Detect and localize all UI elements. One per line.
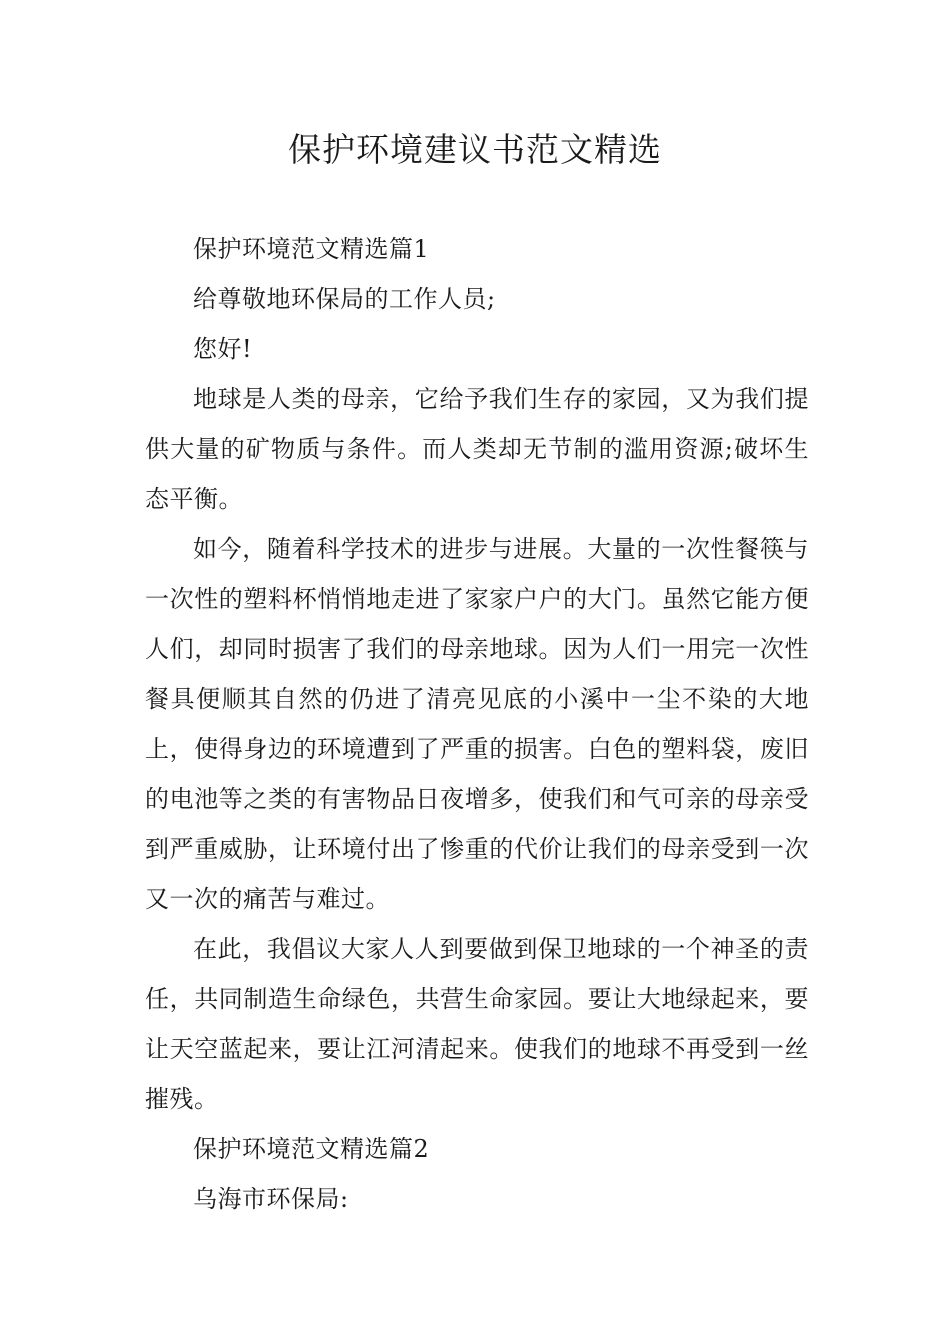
document-title: 保护环境建议书范文精选 (288, 130, 662, 169)
body-paragraph: 在此，我倡议大家人人到要做到保卫地球的一个神圣的责任，共同制造生命绿色，共营生命家园。要让大地绿起来，要让天空蓝起来，要让江河清起来。使我们的地球不再受到一丝摧残。 (145, 935, 809, 1113)
greeting: 您好! (193, 335, 253, 363)
section-heading-2: 保护环境范文精选篇2 (193, 1135, 430, 1163)
section-heading-1: 保护环境范文精选篇1 (193, 235, 430, 263)
body-paragraph: 地球是人类的母亲，它给予我们生存的家园，又为我们提供大量的矿物质与条件。而人类却无节制的滥用资源;破坏生态平衡。 (145, 385, 809, 513)
salutation: 乌海市环保局: (193, 1185, 349, 1213)
document-body (145, 224, 809, 1224)
body-paragraph: 如今，随着科学技术的进步与进展。大量的一次性餐筷与一次性的塑料杯悄悄地走进了家家户户的大门。虽然它能方便人们，却同时损害了我们的母亲地球。因为人们一用完一次性餐具便顺其自然的仍进了清亮见底的小溪中一尘不染的大地上，使得身边的环境遭到了严重的损害。白色的塑料袋，废旧的电池等之类的有害物品日夜增多，使我们和气可亲的母亲受到严重威胁，让环境付出了惨重的代价让我们的母亲受到一次又一次的痛苦与难过。 (145, 535, 809, 913)
salutation: 给尊敬地环保局的工作人员; (193, 285, 496, 313)
